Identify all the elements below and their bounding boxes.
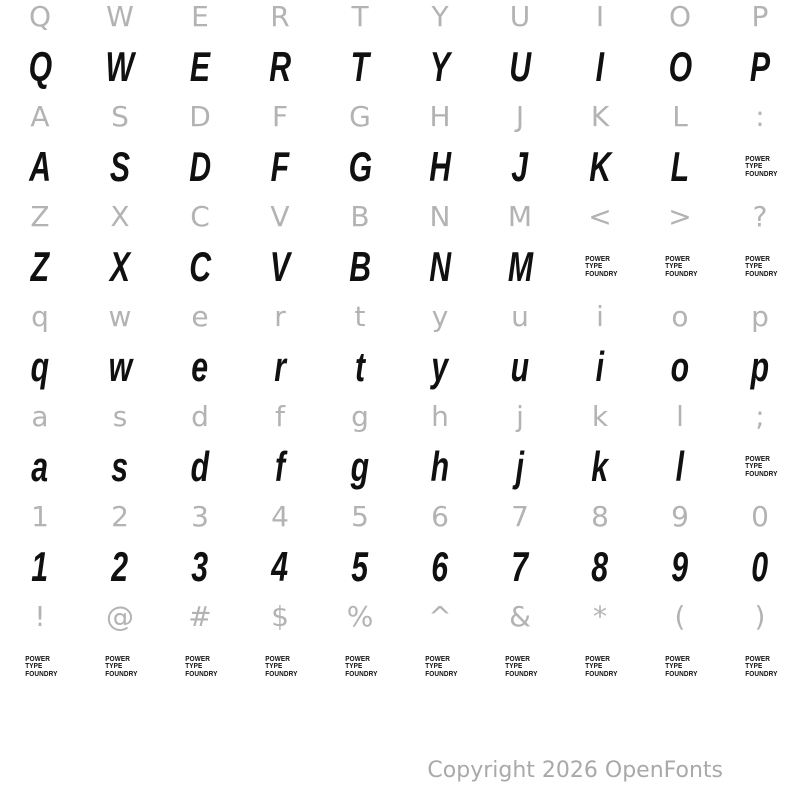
reference-character: N [429,200,451,233]
reference-character: & [509,600,531,633]
reference-glyph-cell [400,392,480,442]
font-character: I [595,43,605,90]
reference-character: e [191,300,209,333]
font-character: g [350,443,370,490]
missing-glyph-placeholder [720,242,800,292]
font-glyph-cell [80,342,160,392]
reference-glyph-cell [240,0,320,42]
reference-character: : [755,100,765,133]
reference-glyph-cell [640,492,720,542]
font-character: F [270,143,290,190]
font-character: i [595,343,605,390]
font-character: P [749,43,771,90]
reference-character: 0 [751,500,769,533]
foundry-placeholder-text: POWER TYPE FOUNDRY [505,656,538,678]
foundry-placeholder-text: POWER TYPE FOUNDRY [745,456,778,478]
font-glyph-cell [640,342,720,392]
font-character: l [675,443,685,490]
reference-glyph-cell [480,0,560,42]
missing-glyph-placeholder [720,642,800,692]
reference-character: j [516,400,524,433]
font-glyph-cell [640,142,720,192]
font-character: r [274,343,286,390]
font-glyph-cell [0,142,80,192]
reference-character: 2 [111,500,129,533]
font-glyph-cell [160,342,240,392]
reference-glyph-cell [400,0,480,42]
font-character: W [105,43,135,90]
font-character: w [108,343,132,390]
font-glyph-cell [160,42,240,92]
font-glyph-cell [400,542,480,592]
font-character: X [109,243,131,290]
reference-character: q [31,300,49,333]
font-glyph-cell [480,142,560,192]
missing-glyph-placeholder [240,642,320,692]
reference-character: K [590,100,610,133]
reference-character: ) [754,600,766,633]
reference-glyph-cell [720,292,800,342]
font-glyph-cell [320,442,400,492]
font-glyph-cell [720,42,800,92]
reference-glyph-cell [0,292,80,342]
font-glyph-cell [400,442,480,492]
reference-character: ( [674,600,686,633]
font-character: 8 [591,543,609,590]
missing-glyph-placeholder [720,442,800,492]
reference-glyph-cell [480,192,560,242]
reference-glyph-cell [320,392,400,442]
font-glyph-cell [160,142,240,192]
font-glyph-cell [480,42,560,92]
font-character: E [189,43,211,90]
font-character: 1 [31,543,49,590]
font-character: Y [429,43,451,90]
reference-character: S [111,100,129,133]
reference-character: 1 [31,500,49,533]
font-character: 6 [431,543,449,590]
reference-glyph-cell [0,0,80,42]
missing-glyph-placeholder [0,642,80,692]
reference-glyph-cell [160,492,240,542]
reference-character: d [191,400,209,433]
reference-glyph-cell [80,192,160,242]
reference-character: p [751,300,769,333]
reference-character: 7 [511,500,529,533]
reference-character: w [108,300,132,333]
reference-character: ^ [428,600,452,633]
reference-glyph-cell [560,92,640,142]
reference-glyph-cell [240,492,320,542]
font-glyph-cell [400,342,480,392]
font-glyph-cell [0,542,80,592]
reference-glyph-cell [720,592,800,642]
font-character: 5 [351,543,369,590]
reference-character: A [30,100,50,133]
foundry-placeholder-text: POWER TYPE FOUNDRY [345,656,378,678]
reference-character: ; [755,400,765,433]
reference-character: % [346,600,374,633]
font-glyph-cell [560,42,640,92]
reference-character: E [191,0,209,33]
font-glyph-cell [80,142,160,192]
font-character: T [350,43,370,90]
font-character: j [515,443,525,490]
reference-character: W [106,0,134,33]
reference-glyph-cell [720,492,800,542]
foundry-placeholder-text: POWER TYPE FOUNDRY [745,156,778,178]
font-character: d [190,443,210,490]
font-character: 9 [671,543,689,590]
font-glyph-cell [320,242,400,292]
foundry-placeholder-text: POWER TYPE FOUNDRY [105,656,138,678]
font-character: C [189,243,211,290]
font-glyph-cell [640,442,720,492]
copyright-text: Copyright 2026 OpenFonts [427,758,723,783]
reference-character: J [515,100,525,133]
reference-glyph-cell [400,492,480,542]
reference-character: > [668,200,692,233]
reference-glyph-cell [400,592,480,642]
font-glyph-cell [640,42,720,92]
font-character: Z [30,243,50,290]
font-glyph-cell [560,342,640,392]
reference-character: ! [34,600,46,633]
reference-glyph-cell [240,392,320,442]
reference-character: 5 [351,500,369,533]
font-character: q [30,343,50,390]
font-character: o [670,343,690,390]
reference-character: 8 [591,500,609,533]
reference-glyph-cell [160,292,240,342]
reference-character: I [595,0,605,33]
font-glyph-cell [0,42,80,92]
reference-character: M [507,200,533,233]
reference-character: * [593,600,607,633]
font-character: 4 [271,543,289,590]
reference-glyph-cell [400,292,480,342]
reference-character: g [351,400,369,433]
foundry-placeholder-text: POWER TYPE FOUNDRY [665,656,698,678]
font-character: D [189,143,211,190]
reference-character: L [672,100,688,133]
reference-glyph-cell [560,292,640,342]
reference-glyph-cell [0,492,80,542]
reference-glyph-cell [720,0,800,42]
font-glyph-cell [240,42,320,92]
font-character: p [750,343,770,390]
font-glyph-cell [0,442,80,492]
reference-glyph-cell [480,492,560,542]
font-glyph-cell [400,142,480,192]
reference-glyph-cell [480,592,560,642]
reference-character: X [110,200,130,233]
reference-character: o [671,300,689,333]
reference-character: 3 [191,500,209,533]
font-character: J [511,143,529,190]
font-glyph-cell [320,342,400,392]
font-character: U [509,43,531,90]
reference-glyph-cell [0,192,80,242]
font-glyph-cell [80,42,160,92]
font-glyph-cell [640,542,720,592]
font-glyph-cell [80,442,160,492]
font-glyph-cell [160,242,240,292]
font-glyph-cell [80,542,160,592]
missing-glyph-placeholder [320,642,400,692]
reference-glyph-cell [560,492,640,542]
reference-character: h [431,400,449,433]
font-glyph-cell [240,342,320,392]
missing-glyph-placeholder [480,642,560,692]
reference-glyph-cell [720,392,800,442]
reference-character: u [511,300,529,333]
font-glyph-cell [80,242,160,292]
reference-glyph-cell [640,92,720,142]
reference-glyph-cell [160,592,240,642]
font-character: L [670,143,690,190]
reference-glyph-cell [80,0,160,42]
reference-character: B [350,200,370,233]
font-glyph-cell [320,142,400,192]
foundry-placeholder-text: POWER TYPE FOUNDRY [745,256,778,278]
font-character: y [431,343,449,390]
reference-glyph-cell [320,92,400,142]
font-glyph-cell [400,42,480,92]
font-character: e [191,343,209,390]
reference-glyph-cell [80,492,160,542]
reference-glyph-cell [80,92,160,142]
font-character: 2 [111,543,129,590]
font-character: h [430,443,450,490]
reference-character: 9 [671,500,689,533]
font-glyph-cell [320,42,400,92]
reference-character: $ [271,600,289,633]
reference-character: T [351,0,369,33]
font-glyph-cell [480,542,560,592]
reference-glyph-cell [320,192,400,242]
reference-glyph-cell [640,192,720,242]
font-character: M [507,243,533,290]
font-glyph-cell [160,442,240,492]
reference-character: G [349,100,371,133]
missing-glyph-placeholder [400,642,480,692]
reference-character: D [189,100,211,133]
reference-character: Z [30,200,50,233]
reference-glyph-cell [400,192,480,242]
reference-character: C [190,200,210,233]
font-glyph-cell [480,242,560,292]
reference-glyph-cell [160,92,240,142]
foundry-placeholder-text: POWER TYPE FOUNDRY [265,656,298,678]
font-glyph-cell [320,542,400,592]
foundry-placeholder-text: POWER TYPE FOUNDRY [425,656,458,678]
font-character: 0 [751,543,769,590]
reference-character: i [596,300,604,333]
reference-glyph-cell [80,392,160,442]
reference-character: f [275,400,285,433]
reference-glyph-cell [80,292,160,342]
font-character: N [429,243,451,290]
font-glyph-cell [240,442,320,492]
reference-glyph-cell [720,192,800,242]
reference-glyph-cell [160,0,240,42]
font-character: k [591,443,609,490]
reference-glyph-cell [640,0,720,42]
foundry-placeholder-text: POWER TYPE FOUNDRY [585,656,618,678]
reference-glyph-cell [160,392,240,442]
font-glyph-cell [720,542,800,592]
font-glyph-cell [240,242,320,292]
reference-glyph-cell [560,0,640,42]
font-character: Q [28,43,52,90]
reference-glyph-cell [560,592,640,642]
reference-character: t [354,300,366,333]
font-glyph-cell [560,142,640,192]
font-character: A [29,143,51,190]
font-character: O [668,43,692,90]
reference-glyph-cell [400,92,480,142]
font-character: B [349,243,371,290]
missing-glyph-placeholder [160,642,240,692]
reference-glyph-cell [640,392,720,442]
reference-glyph-cell [240,292,320,342]
reference-character: s [112,400,128,433]
reference-character: R [270,0,290,33]
reference-character: ? [752,200,768,233]
font-character: 7 [511,543,529,590]
font-character: R [269,43,291,90]
foundry-placeholder-text: POWER TYPE FOUNDRY [585,256,618,278]
reference-character: F [271,100,289,133]
reference-character: U [509,0,531,33]
font-glyph-cell [0,242,80,292]
reference-glyph-cell [240,592,320,642]
font-character: K [589,143,611,190]
reference-glyph-cell [640,592,720,642]
reference-glyph-cell [240,192,320,242]
reference-glyph-cell [560,392,640,442]
font-glyph-cell [400,242,480,292]
font-character: u [510,343,530,390]
reference-character: l [676,400,684,433]
reference-glyph-cell [0,592,80,642]
reference-character: V [270,200,290,233]
reference-glyph-cell [480,392,560,442]
missing-glyph-placeholder [640,242,720,292]
reference-glyph-cell [720,92,800,142]
reference-character: # [188,600,212,633]
reference-glyph-cell [560,192,640,242]
missing-glyph-placeholder [560,242,640,292]
reference-glyph-cell [0,392,80,442]
foundry-placeholder-text: POWER TYPE FOUNDRY [185,656,218,678]
reference-character: 4 [271,500,289,533]
reference-character: y [431,300,449,333]
font-character: G [348,143,372,190]
missing-glyph-placeholder [640,642,720,692]
font-character: 3 [191,543,209,590]
reference-glyph-cell [480,292,560,342]
font-glyph-cell [560,442,640,492]
font-glyph-cell [480,342,560,392]
foundry-placeholder-text: POWER TYPE FOUNDRY [25,656,58,678]
reference-glyph-cell [160,192,240,242]
foundry-placeholder-text: POWER TYPE FOUNDRY [665,256,698,278]
reference-character: Q [28,0,52,33]
foundry-placeholder-text: POWER TYPE FOUNDRY [745,656,778,678]
reference-character: O [668,0,692,33]
missing-glyph-placeholder [560,642,640,692]
font-glyph-cell [240,542,320,592]
font-character: f [274,443,286,490]
font-character: t [354,343,366,390]
reference-glyph-cell [320,0,400,42]
font-glyph-cell [560,542,640,592]
missing-glyph-placeholder [80,642,160,692]
reference-glyph-cell [320,492,400,542]
reference-character: Y [431,0,449,33]
font-character: s [111,443,129,490]
font-character: V [269,243,291,290]
reference-character: a [31,400,49,433]
reference-glyph-cell [480,92,560,142]
reference-glyph-cell [240,92,320,142]
reference-character: @ [106,600,134,633]
reference-glyph-cell [320,292,400,342]
font-glyph-cell [240,142,320,192]
font-glyph-cell [160,542,240,592]
font-glyph-cell [0,342,80,392]
reference-character: H [429,100,451,133]
reference-glyph-cell [0,92,80,142]
reference-character: 6 [431,500,449,533]
reference-glyph-cell [80,592,160,642]
missing-glyph-placeholder [720,142,800,192]
reference-character: k [591,400,609,433]
font-glyph-cell [480,442,560,492]
reference-glyph-cell [320,592,400,642]
font-character: S [109,143,131,190]
font-character: H [429,143,451,190]
font-glyph-cell [720,342,800,392]
font-character: a [31,443,49,490]
reference-character: P [751,0,769,33]
reference-glyph-cell [640,292,720,342]
reference-character: < [588,200,612,233]
reference-character: r [274,300,286,333]
